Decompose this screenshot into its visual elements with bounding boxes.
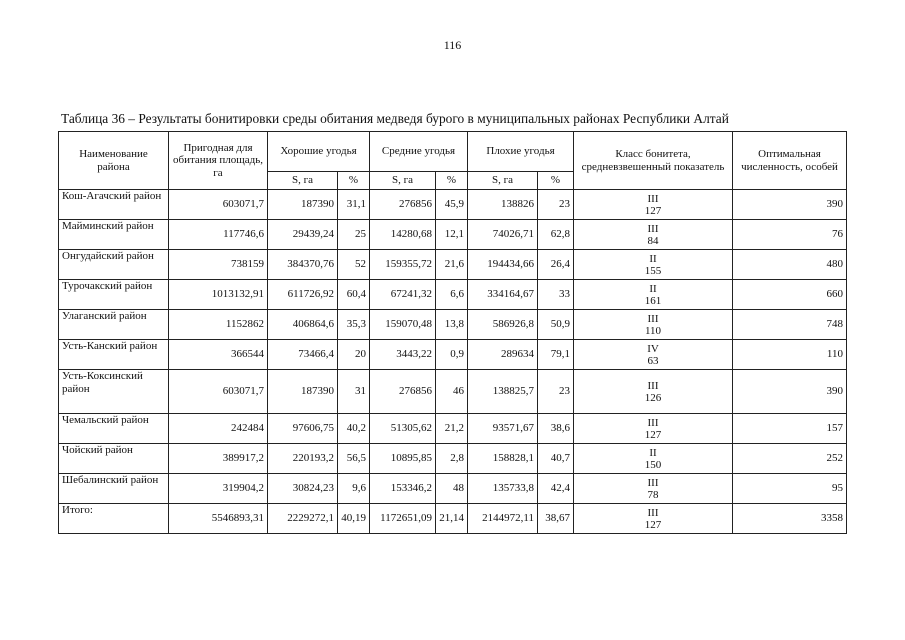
table-row xyxy=(59,414,847,444)
bonitet-class-cell xyxy=(574,370,733,414)
poor-area-cell: 138826 xyxy=(468,190,538,220)
area-cell: 5546893,31 xyxy=(169,504,268,534)
poor-area-cell: 135733,8 xyxy=(468,474,538,504)
medium-percent-cell: 48 xyxy=(436,474,468,504)
bonitet-weighted-index: 127 xyxy=(644,428,662,441)
optimal-number-cell: 76 xyxy=(733,220,847,250)
bonitet-class-roman: IV xyxy=(647,342,659,355)
good-area-cell: 30824,23 xyxy=(268,474,338,504)
medium-percent-cell: 46 xyxy=(436,370,468,414)
optimal-number-cell: 390 xyxy=(733,190,847,220)
medium-percent-cell: 2,8 xyxy=(436,444,468,474)
area-cell: 603071,7 xyxy=(169,190,268,220)
table-row xyxy=(59,340,847,370)
header-medium: Средние угодья xyxy=(370,132,468,172)
bonitet-class-cell xyxy=(574,504,733,534)
good-area-cell: 29439,24 xyxy=(268,220,338,250)
poor-percent-cell: 38,6 xyxy=(538,414,574,444)
table-row xyxy=(59,220,847,250)
area-cell: 1013132,91 xyxy=(169,280,268,310)
bonitet-class-cell xyxy=(574,190,733,220)
optimal-number-cell: 390 xyxy=(733,370,847,414)
poor-area-cell: 2144972,11 xyxy=(468,504,538,534)
bonitet-weighted-index: 78 xyxy=(647,488,659,501)
district-name-cell: Улаганский район xyxy=(59,310,169,340)
poor-percent-cell: 79,1 xyxy=(538,340,574,370)
header-poor: Плохие угодья xyxy=(468,132,574,172)
header-optimal: Оптимальная численность, особей xyxy=(733,132,847,190)
poor-percent-cell: 23 xyxy=(538,190,574,220)
bonitet-weighted-index: 110 xyxy=(644,324,662,337)
good-percent-cell: 40,19 xyxy=(338,504,370,534)
table-row xyxy=(59,370,847,414)
district-name-cell: Усть-Коксинский район xyxy=(59,370,169,414)
poor-percent-cell: 33 xyxy=(538,280,574,310)
poor-area-cell: 74026,71 xyxy=(468,220,538,250)
table-row xyxy=(59,190,847,220)
bonitet-table xyxy=(58,131,847,534)
bonitet-class-roman: III xyxy=(647,312,659,325)
subheader-poor-pct: % xyxy=(538,172,574,190)
medium-percent-cell: 0,9 xyxy=(436,340,468,370)
district-name-cell: Турочакский район xyxy=(59,280,169,310)
good-percent-cell: 35,3 xyxy=(338,310,370,340)
bonitet-weighted-index: 155 xyxy=(644,264,662,277)
good-percent-cell: 20 xyxy=(338,340,370,370)
area-cell: 366544 xyxy=(169,340,268,370)
poor-percent-cell: 62,8 xyxy=(538,220,574,250)
optimal-number-cell: 95 xyxy=(733,474,847,504)
medium-area-cell: 14280,68 xyxy=(370,220,436,250)
subheader-medium-pct: % xyxy=(436,172,468,190)
good-area-cell: 2229272,1 xyxy=(268,504,338,534)
medium-area-cell: 67241,32 xyxy=(370,280,436,310)
bonitet-class-roman: III xyxy=(647,476,659,489)
medium-percent-cell: 21,2 xyxy=(436,414,468,444)
good-area-cell: 187390 xyxy=(268,370,338,414)
table-caption: Таблица 36 – Результаты бонитировки среды обитания медведя бурого в муниципальных районах Республики Алтай xyxy=(61,111,729,126)
good-area-cell: 384370,76 xyxy=(268,250,338,280)
district-name-cell: Онгудайский район xyxy=(59,250,169,280)
bonitet-class-roman: III xyxy=(647,222,659,235)
bonitet-class-roman: III xyxy=(647,192,659,205)
poor-area-cell: 586926,8 xyxy=(468,310,538,340)
good-area-cell: 97606,75 xyxy=(268,414,338,444)
good-area-cell: 187390 xyxy=(268,190,338,220)
subheader-good-s: S, га xyxy=(268,172,338,190)
medium-area-cell: 159070,48 xyxy=(370,310,436,340)
bonitet-weighted-index: 84 xyxy=(647,234,659,247)
poor-percent-cell: 50,9 xyxy=(538,310,574,340)
medium-percent-cell: 13,8 xyxy=(436,310,468,340)
medium-percent-cell: 12,1 xyxy=(436,220,468,250)
optimal-number-cell: 252 xyxy=(733,444,847,474)
optimal-number-cell: 748 xyxy=(733,310,847,340)
area-cell: 603071,7 xyxy=(169,370,268,414)
area-cell: 242484 xyxy=(169,414,268,444)
bonitet-class-roman: III xyxy=(647,506,659,519)
table-row xyxy=(59,444,847,474)
good-percent-cell: 60,4 xyxy=(338,280,370,310)
bonitet-weighted-index: 63 xyxy=(647,354,659,367)
optimal-number-cell: 110 xyxy=(733,340,847,370)
table-row xyxy=(59,250,847,280)
header-area: Пригодная для обитания площадь, га xyxy=(169,132,268,190)
bonitet-class-roman: III xyxy=(647,379,659,392)
table-row xyxy=(59,504,847,534)
optimal-number-cell: 3358 xyxy=(733,504,847,534)
medium-area-cell: 10895,85 xyxy=(370,444,436,474)
table-row xyxy=(59,280,847,310)
bonitet-weighted-index: 127 xyxy=(644,518,662,531)
good-area-cell: 73466,4 xyxy=(268,340,338,370)
poor-percent-cell: 40,7 xyxy=(538,444,574,474)
medium-percent-cell: 21,6 xyxy=(436,250,468,280)
medium-area-cell: 51305,62 xyxy=(370,414,436,444)
area-cell: 1152862 xyxy=(169,310,268,340)
medium-area-cell: 159355,72 xyxy=(370,250,436,280)
good-area-cell: 611726,92 xyxy=(268,280,338,310)
bonitet-weighted-index: 161 xyxy=(644,294,662,307)
good-area-cell: 220193,2 xyxy=(268,444,338,474)
poor-percent-cell: 23 xyxy=(538,370,574,414)
bonitet-class-cell xyxy=(574,250,733,280)
medium-percent-cell: 21,14 xyxy=(436,504,468,534)
bonitet-class-roman: II xyxy=(649,446,657,459)
subheader-poor-s: S, га xyxy=(468,172,538,190)
poor-area-cell: 138825,7 xyxy=(468,370,538,414)
medium-percent-cell: 6,6 xyxy=(436,280,468,310)
district-name-cell: Кош-Агачский район xyxy=(59,190,169,220)
district-name-cell: Майминский район xyxy=(59,220,169,250)
poor-area-cell: 334164,67 xyxy=(468,280,538,310)
header-class: Класс бонитета, средневзвешенный показатель xyxy=(574,132,733,190)
bonitet-class-cell xyxy=(574,280,733,310)
bonitet-class-roman: II xyxy=(649,252,657,265)
bonitet-class-roman: II xyxy=(649,282,657,295)
area-cell: 389917,2 xyxy=(169,444,268,474)
medium-area-cell: 153346,2 xyxy=(370,474,436,504)
bonitet-weighted-index: 150 xyxy=(644,458,662,471)
bonitet-weighted-index: 127 xyxy=(644,204,662,217)
header-name: Наименование района xyxy=(59,132,169,190)
district-name-cell: Итого: xyxy=(59,504,169,534)
bonitet-class-roman: III xyxy=(647,416,659,429)
poor-area-cell: 194434,66 xyxy=(468,250,538,280)
medium-area-cell: 1172651,09 xyxy=(370,504,436,534)
subheader-medium-s: S, га xyxy=(370,172,436,190)
optimal-number-cell: 480 xyxy=(733,250,847,280)
good-percent-cell: 56,5 xyxy=(338,444,370,474)
area-cell: 738159 xyxy=(169,250,268,280)
optimal-number-cell: 157 xyxy=(733,414,847,444)
good-percent-cell: 40,2 xyxy=(338,414,370,444)
medium-area-cell: 276856 xyxy=(370,370,436,414)
table-row xyxy=(59,310,847,340)
good-percent-cell: 9,6 xyxy=(338,474,370,504)
good-area-cell: 406864,6 xyxy=(268,310,338,340)
area-cell: 319904,2 xyxy=(169,474,268,504)
poor-area-cell: 289634 xyxy=(468,340,538,370)
page-number: 116 xyxy=(443,38,462,52)
medium-area-cell: 276856 xyxy=(370,190,436,220)
bonitet-class-cell xyxy=(574,340,733,370)
bonitet-class-cell xyxy=(574,220,733,250)
bonitet-class-cell xyxy=(574,474,733,504)
good-percent-cell: 31,1 xyxy=(338,190,370,220)
header-row xyxy=(59,132,847,172)
good-percent-cell: 52 xyxy=(338,250,370,280)
poor-percent-cell: 38,67 xyxy=(538,504,574,534)
subheader-good-pct: % xyxy=(338,172,370,190)
optimal-number-cell: 660 xyxy=(733,280,847,310)
district-name-cell: Чойский район xyxy=(59,444,169,474)
medium-area-cell: 3443,22 xyxy=(370,340,436,370)
bonitet-class-cell xyxy=(574,310,733,340)
bonitet-class-cell xyxy=(574,444,733,474)
table-body xyxy=(59,190,847,534)
table-row xyxy=(59,474,847,504)
district-name-cell: Чемальский район xyxy=(59,414,169,444)
bonitet-class-cell xyxy=(574,414,733,444)
poor-area-cell: 93571,67 xyxy=(468,414,538,444)
poor-area-cell: 158828,1 xyxy=(468,444,538,474)
header-good: Хорошие угодья xyxy=(268,132,370,172)
poor-percent-cell: 42,4 xyxy=(538,474,574,504)
medium-percent-cell: 45,9 xyxy=(436,190,468,220)
good-percent-cell: 31 xyxy=(338,370,370,414)
poor-percent-cell: 26,4 xyxy=(538,250,574,280)
good-percent-cell: 25 xyxy=(338,220,370,250)
area-cell: 117746,6 xyxy=(169,220,268,250)
district-name-cell: Усть-Канский район xyxy=(59,340,169,370)
district-name-cell: Шебалинский район xyxy=(59,474,169,504)
bonitet-weighted-index: 126 xyxy=(644,391,662,404)
